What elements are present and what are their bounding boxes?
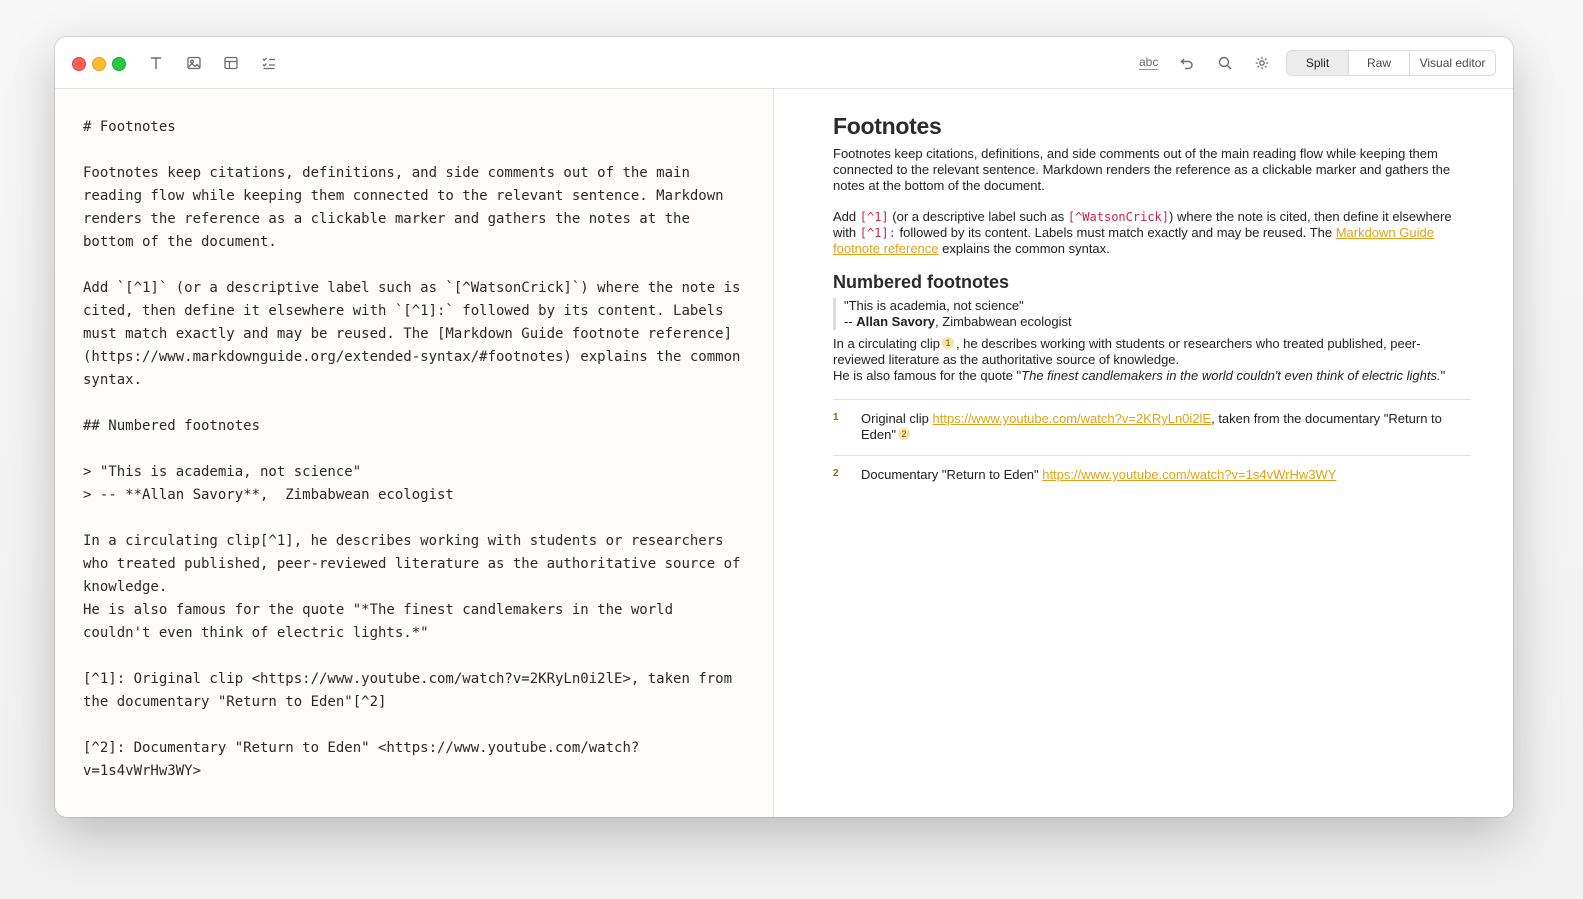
blockquote	[833, 298, 1471, 330]
text-span: , he describes working with students or researchers who treated published, peer-reviewed literature as the authoritative source of knowledge.	[833, 336, 1421, 367]
checklist-icon[interactable]	[258, 52, 280, 74]
editor-line[interactable]: Footnotes keep citations, definitions, and side comments out of the main	[83, 165, 690, 181]
editor-line[interactable]: renders the reference as a clickable marker and gathers the notes at the	[83, 211, 690, 227]
undo-icon[interactable]	[1176, 52, 1198, 74]
view-mode-switch	[1286, 50, 1496, 76]
footnote-number[interactable]: 2	[833, 468, 839, 479]
youtube-clip-link[interactable]: https://www.youtube.com/watch?v=2KRyLn0i2lE	[932, 411, 1212, 426]
text-span: , Zimbabwean ecologist	[935, 314, 1072, 329]
search-icon[interactable]	[1214, 52, 1236, 74]
editor-line[interactable]: In a circulating clip[^1], he describes working with students or researchers	[83, 533, 724, 549]
text-span: In a circulating clip	[833, 336, 940, 351]
title-bar	[55, 37, 1513, 89]
minimize-window-button[interactable]	[92, 57, 106, 71]
editor-line[interactable]: > -- **Allan Savory**, Zimbabwean ecologist	[83, 487, 454, 503]
inline-code: [^1]:	[859, 226, 896, 240]
visual-editor-mode-button[interactable]: Visual editor	[1419, 56, 1486, 70]
editor-line[interactable]: He is also famous for the quote "*The finest candlemakers in the world	[83, 602, 674, 618]
text-span: , taken from the documentary "Return to Eden"	[861, 411, 1442, 442]
footnotes-section	[833, 399, 1471, 495]
editor-line[interactable]: couldn't even think of electric lights.*"	[83, 625, 429, 641]
text-span: --	[844, 314, 857, 329]
markdown-editor[interactable]	[55, 89, 774, 817]
text-span: explains the common syntax.	[938, 241, 1110, 256]
footnote-item	[833, 456, 1471, 495]
quote-attribution	[844, 314, 1471, 330]
app-window	[55, 37, 1513, 817]
image-icon[interactable]	[183, 52, 205, 74]
editor-line[interactable]	[83, 438, 743, 461]
table-icon[interactable]	[220, 52, 242, 74]
text-span: Add	[833, 209, 860, 224]
section-heading: Numbered footnotes	[833, 272, 1010, 292]
italic-quote: The finest candlemakers in the world couldn't even think of electric lights.	[1021, 368, 1441, 383]
editor-line[interactable]: [^1]: Original clip <https://www.youtube.com/watch?v=2KRyLn0i2lE>, taken from	[83, 671, 733, 687]
markdown-source[interactable]	[83, 116, 743, 783]
clip-paragraph	[833, 336, 1471, 384]
close-window-button[interactable]	[72, 57, 86, 71]
editor-line[interactable]	[83, 392, 743, 415]
text-span: ) where the note is cited, then define it elsewhere with	[833, 209, 1452, 240]
editor-line[interactable]: Add `[^1]` (or a descriptive label such as `[^WatsonCrick]`) where the note is	[83, 280, 741, 296]
editor-line[interactable]: reading flow while keeping them connected to the relevant sentence. Markdown	[83, 188, 724, 204]
editor-line[interactable]	[83, 254, 743, 277]
gear-icon[interactable]	[1251, 52, 1273, 74]
raw-mode-button[interactable]: Raw	[1349, 51, 1410, 75]
text-span: "	[1440, 368, 1446, 383]
editor-line[interactable]: the documentary "Return to Eden"[^2]	[83, 694, 387, 710]
rendered-preview	[774, 89, 1513, 817]
editor-line[interactable]	[83, 645, 743, 668]
text-span: Documentary "Return to Eden"	[861, 467, 1043, 482]
footnote-number[interactable]: 1	[833, 412, 839, 423]
spellcheck-toggle[interactable]: abc	[1139, 55, 1159, 69]
editor-line[interactable]: ## Numbered footnotes	[83, 418, 261, 434]
text-span: followed by its content. Labels must match exactly and may be reused. The	[895, 225, 1336, 240]
text-format-icon[interactable]	[145, 52, 167, 74]
editor-line[interactable]	[83, 714, 743, 737]
editor-line[interactable]: # Footnotes	[83, 119, 176, 135]
youtube-documentary-link[interactable]: https://www.youtube.com/watch?v=1s4vWrHw3WY	[1042, 467, 1337, 482]
editor-line[interactable]: (https://www.markdownguide.org/extended-syntax/#footnotes) explains the common	[83, 349, 741, 365]
editor-line[interactable]: [^2]: Documentary "Return to Eden" <https://www.youtube.com/watch?	[83, 740, 640, 756]
footnote-ref-2[interactable]: 2	[898, 428, 910, 440]
split-mode-button[interactable]: Split	[1287, 51, 1349, 75]
editor-line[interactable]: must match exactly and may be reused. The [Markdown Guide footnote reference]	[83, 326, 733, 342]
text-span: (or a descriptive label such as	[888, 209, 1068, 224]
editor-line[interactable]	[83, 139, 743, 162]
syntax-paragraph	[833, 209, 1471, 257]
inline-code: [^1]	[859, 210, 889, 224]
quote-text: "This is academia, not science"	[844, 298, 1024, 313]
editor-line[interactable]	[83, 507, 743, 530]
editor-line[interactable]: who treated published, peer-reviewed literature as the authoritative source of	[83, 556, 741, 572]
markdown-guide-link[interactable]: Markdown Guide footnote reference	[833, 225, 1434, 256]
editor-line[interactable]: knowledge.	[83, 579, 168, 595]
editor-line[interactable]: > "This is academia, not science"	[83, 464, 362, 480]
preview-title: Footnotes	[833, 113, 942, 139]
editor-line[interactable]: bottom of the document.	[83, 234, 277, 250]
editor-line[interactable]: cited, then define it elsewhere with `[^1]:` followed by its content. Labels	[83, 303, 724, 319]
footnote-ref-1[interactable]: 1	[942, 337, 954, 349]
intro-paragraph: Footnotes keep citations, definitions, and side comments out of the main reading flow while keeping them connected to the relevant sentence. Markdown renders the reference as a clickable marker and gathers the notes at the bottom of the document.	[833, 146, 1451, 193]
text-span: He is also famous for the quote "	[833, 368, 1022, 383]
text-span: Original clip	[861, 411, 933, 426]
zoom-window-button[interactable]	[112, 57, 126, 71]
footnote-item	[833, 400, 1471, 456]
quote-author: Allan Savory	[856, 314, 936, 329]
editor-line[interactable]: v=1s4vWrHw3WY>	[83, 763, 202, 779]
inline-code: [^WatsonCrick]	[1067, 210, 1170, 224]
editor-line[interactable]: syntax.	[83, 372, 143, 388]
